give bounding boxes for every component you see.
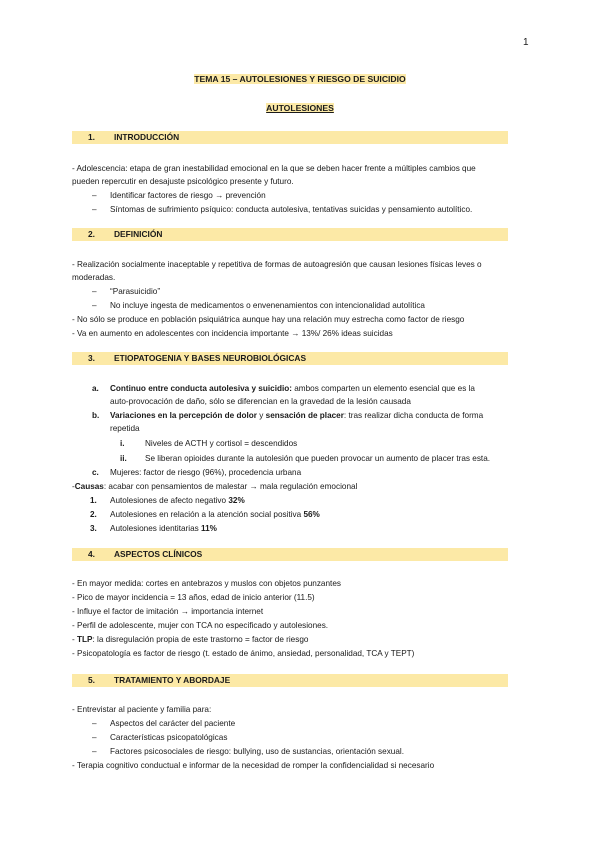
section-label: TRATAMIENTO Y ABORDAJE [114, 675, 231, 685]
section-number: 5. [88, 675, 95, 685]
page-number: 1 [523, 37, 529, 48]
paragraph-line: - Adolescencia: etapa de gran inestabilidad emocional en la que se deben hacer frente a múltiples cambios que [72, 164, 476, 173]
document-title [0, 74, 600, 84]
item-text: Autolesiones identitarias [110, 524, 202, 533]
paragraph-line: - Entrevistar al paciente y familia para: [72, 705, 212, 714]
document-subtitle [0, 103, 600, 113]
paragraph-line: - No sólo se produce en población psiquiátrica aunque hay una relación muy estrecha como factor de riesgo [72, 315, 465, 324]
causas-text: : acabar con pensamientos de malestar → mala regulación emocional [103, 482, 358, 491]
paragraph-line: - Pico de mayor incidencia = 13 años, edad de inicio anterior (11.5) [72, 593, 315, 602]
section-heading-etiopatogenia [72, 352, 508, 365]
paragraph-line: - Realización socialmente inaceptable y repetitiva de formas de autoagresión que causan lesiones físicas leves o [72, 260, 482, 269]
item-text: y [256, 411, 266, 420]
bullet-text: “Parasuicidio” [110, 287, 161, 296]
item-text: Autolesiones en relación a la atención social positiva [110, 510, 304, 519]
bullet-text: Factores psicosociales de riesgo: bullying, uso de sustancias, orientación sexual. [110, 747, 404, 756]
item-text: Niveles de ACTH y cortisol = descendidos [145, 439, 298, 448]
tlp-label: TLP [77, 635, 93, 644]
document-title-text: TEMA 15 – AUTOLESIONES Y RIESGO DE SUICIDIO [194, 74, 406, 84]
dash-bullet: – [92, 301, 97, 310]
paragraph-line: - En mayor medida: cortes en antebrazos y muslos con objetos punzantes [72, 579, 341, 588]
section-number: 1. [88, 132, 95, 142]
bullet-text: Características psicopatológicas [110, 733, 228, 742]
section-heading-aspectos-clinicos [72, 548, 508, 561]
paragraph-line: auto-provocación de daño, sólo se diferencian en la gravedad de la lesión causada [110, 397, 411, 406]
item-bold-text: Variaciones en la percepción de dolor [110, 411, 257, 420]
section-number: 2. [88, 229, 95, 239]
section-label: ETIOPATOGENIA Y BASES NEUROBIOLÓGICAS [114, 353, 307, 363]
item-marker: 1. [90, 496, 97, 505]
tlp-text: : la disregulación propia de este trastorno = factor de riesgo [92, 635, 309, 644]
item-marker: 2. [90, 510, 97, 519]
causas-label: Causas [74, 482, 104, 491]
paragraph-line: - Va en aumento en adolescentes con incidencia importante → 13%/ 26% ideas suicidas [72, 329, 393, 338]
dash-bullet: – [92, 747, 97, 756]
dash-bullet: – [92, 719, 97, 728]
item-text: Se liberan opioides durante la autolesión que pueden provocar un aumento de placer tras esta. [145, 454, 491, 463]
causas-line: -Causas: acabar con pensamientos de malestar → mala regulación emocional [72, 482, 358, 491]
item-percent: 32% [228, 496, 245, 505]
item-text: Mujeres: factor de riesgo (96%), procedencia urbana [110, 468, 302, 477]
paragraph-line: moderadas. [72, 273, 116, 282]
item-marker: c. [92, 468, 99, 477]
paragraph-line: pueden repercutir en desajuste psicológico presente y futuro. [72, 177, 294, 186]
item-bold-text: sensación de placer [265, 411, 344, 420]
item-percent: 56% [303, 510, 320, 519]
item-marker: ii. [120, 454, 127, 463]
section-label: DEFINICIÓN [114, 229, 163, 239]
dash-bullet: – [92, 205, 97, 214]
item-marker: a. [92, 384, 99, 393]
paragraph-line: - Psicopatología es factor de riesgo (t. estado de ánimo, ansiedad, personalidad, TCA y TEPT) [72, 649, 415, 658]
bullet-text: No incluye ingesta de medicamentos o envenenamientos con intencionalidad autolítica [110, 301, 425, 310]
section-heading-introduccion [72, 131, 508, 144]
dash-bullet: – [92, 287, 97, 296]
paragraph-line: repetida [110, 424, 140, 433]
item-bold-text: Continuo entre conducta autolesiva y suicidio: [110, 384, 292, 393]
item-percent: 11% [201, 524, 217, 533]
paragraph-line: - Perfil de adolescente, mujer con TCA no especificado y autolesiones. [72, 621, 329, 630]
section-number: 4. [88, 549, 95, 559]
item-marker: i. [120, 439, 125, 448]
tlp-line: - TLP: la disregulación propia de este trastorno = factor de riesgo [72, 635, 309, 644]
item-marker: 3. [90, 524, 97, 533]
item-text: : tras realizar dicha conducta de forma [343, 411, 484, 420]
paragraph-line: - Influye el factor de imitación → importancia internet [72, 607, 264, 616]
item-text: ambos comparten un elemento esencial que es la [291, 384, 475, 393]
dash-bullet: – [92, 191, 97, 200]
item-text: Autolesiones de afecto negativo [110, 496, 229, 505]
section-label: INTRODUCCIÓN [114, 132, 180, 142]
item-marker: b. [92, 411, 100, 420]
bullet-text: Aspectos del carácter del paciente [110, 719, 236, 728]
paragraph-line: - Terapia cognitivo conductual e informar de la necesidad de romper la confidencialidad si necesario [72, 761, 435, 770]
bullet-text: Síntomas de sufrimiento psíquico: conducta autolesiva, tentativas suicidas y pensamiento autolítico. [110, 205, 473, 214]
document-subtitle-text: AUTOLESIONES [266, 103, 334, 113]
bullet-text: Identificar factores de riesgo → prevención [110, 191, 266, 200]
section-label: ASPECTOS CLÍNICOS [114, 549, 203, 559]
section-number: 3. [88, 353, 95, 363]
section-heading-tratamiento [72, 674, 508, 687]
dash-bullet: – [92, 733, 97, 742]
section-heading-definicion [72, 228, 508, 241]
